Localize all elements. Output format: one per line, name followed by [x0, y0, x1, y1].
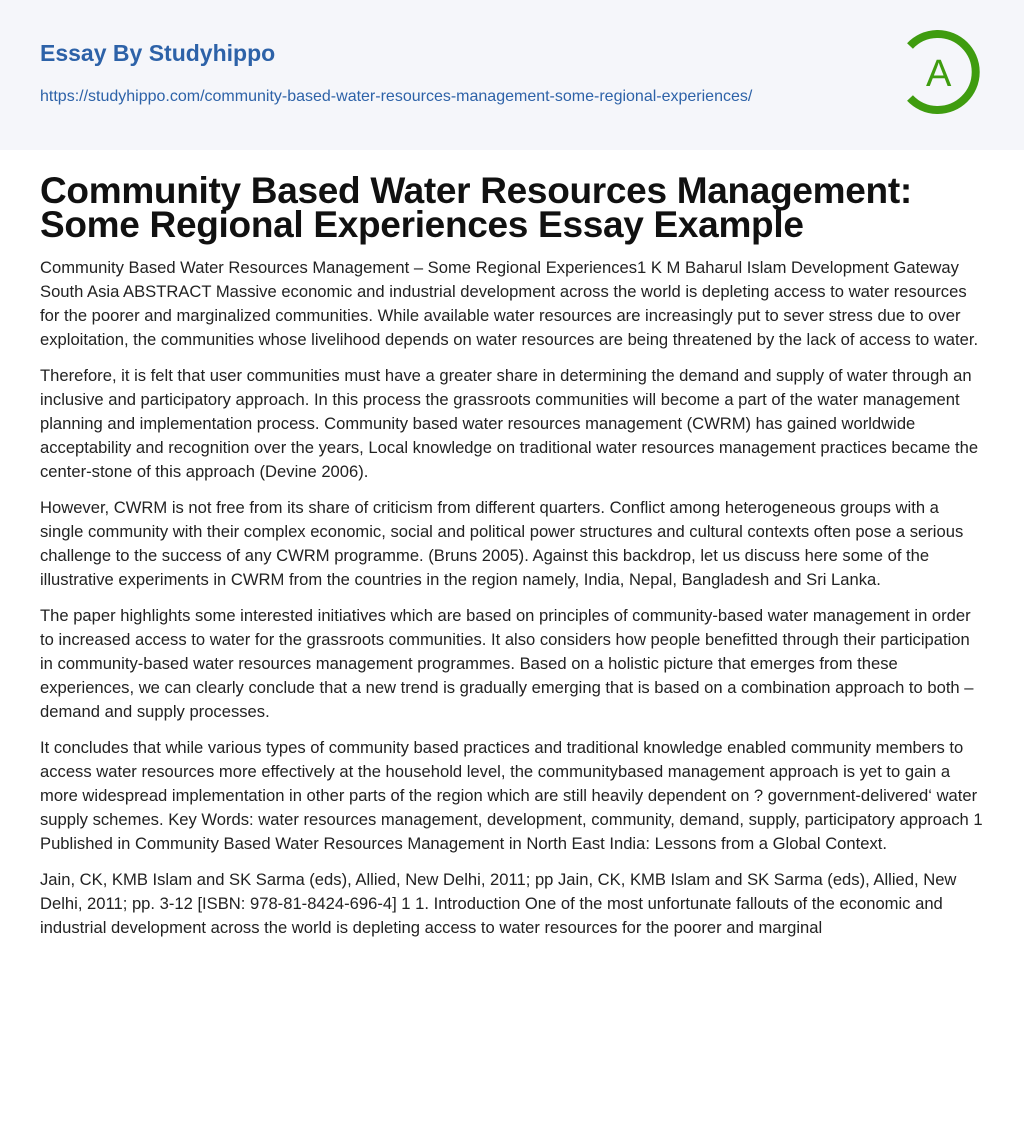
essay-paragraph: Therefore, it is felt that user communities must have a greater share in determining the demand and supply of water through an inclusive and participatory approach. In this process the grassroots communities will become a part of the water management planning and implementation process. Community based water resources management (CWRM) has gained worldwide acceptability and recognition over the years, Local knowledge on traditional water resources management practices became the center-stone of this approach (Devine 2006). — [40, 366, 979, 481]
essay-paragraph: Jain, CK, KMB Islam and SK Sarma (eds), Allied, New Delhi, 2011; pp Jain, CK, KMB Islam and SK Sarma (eds), Allied, New Delhi, 2011; pp. 3-12 [ISBN: 978-81-8424-696-4] 1 1. Introduction One of the most unfortunate fallouts of the economic and industrial development across the world is depleting access to water resources for the poorer and marginal — [40, 870, 957, 937]
essay-paragraph: Community Based Water Resources Management – Some Regional Experiences1 K M Baharul Islam Development Gateway South Asia ABSTRACT Massive economic and industrial development across the world is depleting access to water resources for the poorer and marginalized communities. While available water resources are increasingly put to sever stress due to over exploitation, the communities whose livelihood depends on water resources are being threatened by the lack of access to water. — [40, 258, 979, 349]
page-title: Community Based Water Resources Management: Some Regional Experiences Essay Example — [40, 170, 912, 245]
logo-letter: A — [926, 53, 952, 95]
essay-paragraph: The paper highlights some interested initiatives which are based on principles of community-based water management in order to increased access to water for the grassroots communities. It also considers how people benefitted through their participation in community-based water resources management programmes. Based on a holistic picture that emerges from these experiences, we can clearly conclude that a new trend is gradually emerging that is based on a combination approach to both – demand and supply processes. — [40, 606, 974, 721]
studyhippo-logo-icon[interactable] — [900, 30, 984, 114]
essay-url-link[interactable]: https://studyhippo.com/community-based-water-resources-management-some-regional-experiences/ — [40, 88, 753, 105]
essay-content — [0, 170, 1024, 972]
essay-paragraph: It concludes that while various types of community based practices and traditional knowledge enabled community members to access water resources more effectively at the household level, the communitybased management approach is yet to gain a more widespread implementation in other parts of the region which are still heavily dependent on ? government-delivered‘ water supply schemes. Key Words: water resources management, development, community, demand, supply, participatory approach 1 Published in Community Based Water Resources Management in North East India: Lessons from a Global Context. — [40, 738, 983, 853]
site-header — [0, 0, 1024, 150]
essay-paragraph: However, CWRM is not free from its share of criticism from different quarters. Conflict among heterogeneous groups with a single community with their complex economic, social and political power structures and cultural contexts often pose a serious challenge to the success of any CWRM programme. (Bruns 2005). Against this backdrop, let us discuss here some of the illustrative experiments in CWRM from the countries in the region namely, India, Nepal, Bangladesh and Sri Lanka. — [40, 498, 964, 589]
brand-title: Essay By Studyhippo — [40, 40, 276, 66]
